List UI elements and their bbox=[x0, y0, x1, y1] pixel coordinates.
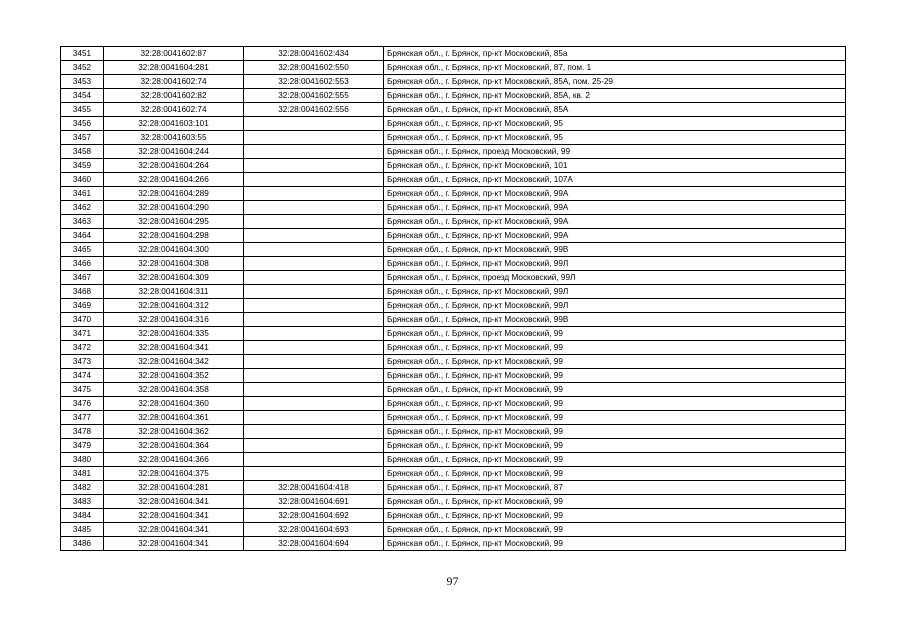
related-cadastral-number-cell bbox=[244, 229, 384, 243]
table-row bbox=[61, 61, 846, 75]
row-number-cell: 3456 bbox=[61, 117, 104, 131]
related-cadastral-number-cell bbox=[244, 257, 384, 271]
table-row bbox=[61, 313, 846, 327]
row-number-cell: 3470 bbox=[61, 313, 104, 327]
related-cadastral-number-cell bbox=[244, 341, 384, 355]
table-row bbox=[61, 369, 846, 383]
table-row bbox=[61, 201, 846, 215]
related-cadastral-number-cell bbox=[244, 313, 384, 327]
address-cell: Брянская обл., г. Брянск, пр-кт Московский, 87, пом. 1 bbox=[384, 61, 846, 75]
address-cell: Брянская обл., г. Брянск, пр-кт Московский, 99А bbox=[384, 201, 846, 215]
cadastral-number-cell: 32:28:0041604:335 bbox=[104, 327, 244, 341]
row-number-cell: 3458 bbox=[61, 145, 104, 159]
cadastral-number-cell: 32:28:0041604:375 bbox=[104, 467, 244, 481]
related-cadastral-number-cell bbox=[244, 299, 384, 313]
row-number-cell: 3477 bbox=[61, 411, 104, 425]
row-number-cell: 3473 bbox=[61, 355, 104, 369]
cadastral-number-cell: 32:28:0041602:82 bbox=[104, 89, 244, 103]
cadastral-number-cell: 32:28:0041604:295 bbox=[104, 215, 244, 229]
address-cell: Брянская обл., г. Брянск, пр-кт Московский, 99В bbox=[384, 243, 846, 257]
cadastral-number-cell: 32:28:0041602:74 bbox=[104, 103, 244, 117]
related-cadastral-number-cell bbox=[244, 439, 384, 453]
table-row bbox=[61, 411, 846, 425]
table-row bbox=[61, 75, 846, 89]
row-number-cell: 3474 bbox=[61, 369, 104, 383]
row-number-cell: 3469 bbox=[61, 299, 104, 313]
table-row bbox=[61, 467, 846, 481]
cadastral-number-cell: 32:28:0041602:74 bbox=[104, 75, 244, 89]
related-cadastral-number-cell bbox=[244, 285, 384, 299]
row-number-cell: 3454 bbox=[61, 89, 104, 103]
row-number-cell: 3479 bbox=[61, 439, 104, 453]
table-row bbox=[61, 299, 846, 313]
related-cadastral-number-cell bbox=[244, 355, 384, 369]
address-cell: Брянская обл., г. Брянск, пр-кт Московский, 99 bbox=[384, 383, 846, 397]
table-row bbox=[61, 47, 846, 61]
address-cell: Брянская обл., г. Брянск, пр-кт Московский, 99 bbox=[384, 425, 846, 439]
row-number-cell: 3475 bbox=[61, 383, 104, 397]
table-row bbox=[61, 397, 846, 411]
related-cadastral-number-cell bbox=[244, 369, 384, 383]
cadastral-number-cell: 32:28:0041603:101 bbox=[104, 117, 244, 131]
address-cell: Брянская обл., г. Брянск, пр-кт Московский, 99 bbox=[384, 397, 846, 411]
address-cell: Брянская обл., г. Брянск, пр-кт Московский, 99 bbox=[384, 467, 846, 481]
related-cadastral-number-cell bbox=[244, 397, 384, 411]
address-cell: Брянская обл., г. Брянск, пр-кт Московский, 99 bbox=[384, 411, 846, 425]
related-cadastral-number-cell bbox=[244, 159, 384, 173]
related-cadastral-number-cell bbox=[244, 215, 384, 229]
related-cadastral-number-cell: 32:28:0041602:555 bbox=[244, 89, 384, 103]
related-cadastral-number-cell: 32:28:0041602:434 bbox=[244, 47, 384, 61]
related-cadastral-number-cell bbox=[244, 117, 384, 131]
table-row bbox=[61, 229, 846, 243]
related-cadastral-number-cell bbox=[244, 467, 384, 481]
table-row bbox=[61, 383, 846, 397]
cadastral-number-cell: 32:28:0041604:361 bbox=[104, 411, 244, 425]
table-row bbox=[61, 285, 846, 299]
row-number-cell: 3480 bbox=[61, 453, 104, 467]
table-row bbox=[61, 481, 846, 495]
row-number-cell: 3452 bbox=[61, 61, 104, 75]
row-number-cell: 3471 bbox=[61, 327, 104, 341]
row-number-cell: 3482 bbox=[61, 481, 104, 495]
cadastral-number-cell: 32:28:0041604:298 bbox=[104, 229, 244, 243]
address-cell: Брянская обл., г. Брянск, пр-кт Московский, 95 bbox=[384, 131, 846, 145]
address-cell: Брянская обл., г. Брянск, пр-кт Московский, 99 bbox=[384, 523, 846, 537]
address-cell: Брянская обл., г. Брянск, пр-кт Московский, 99 bbox=[384, 495, 846, 509]
related-cadastral-number-cell: 32:28:0041604:418 bbox=[244, 481, 384, 495]
table-row bbox=[61, 89, 846, 103]
registry-table bbox=[60, 46, 846, 551]
address-cell: Брянская обл., г. Брянск, пр-кт Московский, 85а bbox=[384, 47, 846, 61]
cadastral-number-cell: 32:28:0041604:281 bbox=[104, 61, 244, 75]
related-cadastral-number-cell bbox=[244, 411, 384, 425]
table-row bbox=[61, 523, 846, 537]
cadastral-number-cell: 32:28:0041604:290 bbox=[104, 201, 244, 215]
table-row bbox=[61, 187, 846, 201]
address-cell: Брянская обл., г. Брянск, пр-кт Московский, 85А, пом. 25-29 bbox=[384, 75, 846, 89]
table-row bbox=[61, 495, 846, 509]
cadastral-number-cell: 32:28:0041604:341 bbox=[104, 523, 244, 537]
related-cadastral-number-cell: 32:28:0041604:694 bbox=[244, 537, 384, 551]
row-number-cell: 3478 bbox=[61, 425, 104, 439]
related-cadastral-number-cell: 32:28:0041604:691 bbox=[244, 495, 384, 509]
cadastral-number-cell: 32:28:0041604:342 bbox=[104, 355, 244, 369]
address-cell: Брянская обл., г. Брянск, пр-кт Московский, 99Л bbox=[384, 257, 846, 271]
table-row bbox=[61, 537, 846, 551]
address-cell: Брянская обл., г. Брянск, пр-кт Московский, 99 bbox=[384, 509, 846, 523]
related-cadastral-number-cell bbox=[244, 187, 384, 201]
address-cell: Брянская обл., г. Брянск, пр-кт Московский, 99Л bbox=[384, 299, 846, 313]
row-number-cell: 3457 bbox=[61, 131, 104, 145]
row-number-cell: 3472 bbox=[61, 341, 104, 355]
address-cell: Брянская обл., г. Брянск, пр-кт Московский, 99А bbox=[384, 187, 846, 201]
table-row bbox=[61, 453, 846, 467]
table-row bbox=[61, 439, 846, 453]
cadastral-number-cell: 32:28:0041603:55 bbox=[104, 131, 244, 145]
cadastral-number-cell: 32:28:0041604:341 bbox=[104, 495, 244, 509]
address-cell: Брянская обл., г. Брянск, проезд Московский, 99 bbox=[384, 145, 846, 159]
cadastral-number-cell: 32:28:0041604:364 bbox=[104, 439, 244, 453]
table-row bbox=[61, 131, 846, 145]
cadastral-number-cell: 32:28:0041604:289 bbox=[104, 187, 244, 201]
table-row bbox=[61, 145, 846, 159]
cadastral-number-cell: 32:28:0041604:308 bbox=[104, 257, 244, 271]
related-cadastral-number-cell: 32:28:0041602:553 bbox=[244, 75, 384, 89]
table-row bbox=[61, 103, 846, 117]
cadastral-number-cell: 32:28:0041604:366 bbox=[104, 453, 244, 467]
address-cell: Брянская обл., г. Брянск, пр-кт Московский, 99 bbox=[384, 453, 846, 467]
related-cadastral-number-cell: 32:28:0041604:692 bbox=[244, 509, 384, 523]
address-cell: Брянская обл., г. Брянск, пр-кт Московский, 99В bbox=[384, 313, 846, 327]
address-cell: Брянская обл., г. Брянск, пр-кт Московский, 99 bbox=[384, 439, 846, 453]
table-row bbox=[61, 215, 846, 229]
address-cell: Брянская обл., г. Брянск, пр-кт Московский, 99 bbox=[384, 327, 846, 341]
row-number-cell: 3466 bbox=[61, 257, 104, 271]
row-number-cell: 3461 bbox=[61, 187, 104, 201]
row-number-cell: 3465 bbox=[61, 243, 104, 257]
cadastral-number-cell: 32:28:0041604:244 bbox=[104, 145, 244, 159]
table-row bbox=[61, 117, 846, 131]
cadastral-number-cell: 32:28:0041604:281 bbox=[104, 481, 244, 495]
related-cadastral-number-cell bbox=[244, 271, 384, 285]
row-number-cell: 3468 bbox=[61, 285, 104, 299]
cadastral-number-cell: 32:28:0041604:341 bbox=[104, 509, 244, 523]
related-cadastral-number-cell bbox=[244, 145, 384, 159]
cadastral-number-cell: 32:28:0041604:360 bbox=[104, 397, 244, 411]
table-row bbox=[61, 173, 846, 187]
address-cell: Брянская обл., г. Брянск, пр-кт Московский, 99 bbox=[384, 537, 846, 551]
row-number-cell: 3464 bbox=[61, 229, 104, 243]
address-cell: Брянская обл., г. Брянск, пр-кт Московский, 85А bbox=[384, 103, 846, 117]
cadastral-number-cell: 32:28:0041604:358 bbox=[104, 383, 244, 397]
related-cadastral-number-cell bbox=[244, 327, 384, 341]
related-cadastral-number-cell bbox=[244, 201, 384, 215]
cadastral-number-cell: 32:28:0041604:341 bbox=[104, 537, 244, 551]
table-row bbox=[61, 355, 846, 369]
cadastral-number-cell: 32:28:0041604:311 bbox=[104, 285, 244, 299]
cadastral-number-cell: 32:28:0041604:264 bbox=[104, 159, 244, 173]
row-number-cell: 3485 bbox=[61, 523, 104, 537]
table-row bbox=[61, 509, 846, 523]
cadastral-number-cell: 32:28:0041604:341 bbox=[104, 341, 244, 355]
cadastral-number-cell: 32:28:0041604:309 bbox=[104, 271, 244, 285]
related-cadastral-number-cell bbox=[244, 425, 384, 439]
cadastral-number-cell: 32:28:0041604:316 bbox=[104, 313, 244, 327]
address-cell: Брянская обл., г. Брянск, пр-кт Московский, 99А bbox=[384, 215, 846, 229]
cadastral-number-cell: 32:28:0041604:312 bbox=[104, 299, 244, 313]
row-number-cell: 3467 bbox=[61, 271, 104, 285]
address-cell: Брянская обл., г. Брянск, проезд Московский, 99Л bbox=[384, 271, 846, 285]
cadastral-number-cell: 32:28:0041604:266 bbox=[104, 173, 244, 187]
related-cadastral-number-cell bbox=[244, 383, 384, 397]
address-cell: Брянская обл., г. Брянск, пр-кт Московский, 107А bbox=[384, 173, 846, 187]
related-cadastral-number-cell bbox=[244, 243, 384, 257]
table-row bbox=[61, 271, 846, 285]
address-cell: Брянская обл., г. Брянск, пр-кт Московский, 85А, кв. 2 bbox=[384, 89, 846, 103]
registry-table-body bbox=[61, 47, 846, 551]
address-cell: Брянская обл., г. Брянск, пр-кт Московский, 99А bbox=[384, 229, 846, 243]
row-number-cell: 3455 bbox=[61, 103, 104, 117]
row-number-cell: 3453 bbox=[61, 75, 104, 89]
row-number-cell: 3484 bbox=[61, 509, 104, 523]
address-cell: Брянская обл., г. Брянск, пр-кт Московский, 99Л bbox=[384, 285, 846, 299]
related-cadastral-number-cell: 32:28:0041602:556 bbox=[244, 103, 384, 117]
related-cadastral-number-cell bbox=[244, 131, 384, 145]
cadastral-number-cell: 32:28:0041604:352 bbox=[104, 369, 244, 383]
cadastral-number-cell: 32:28:0041604:362 bbox=[104, 425, 244, 439]
row-number-cell: 3463 bbox=[61, 215, 104, 229]
related-cadastral-number-cell: 32:28:0041604:693 bbox=[244, 523, 384, 537]
row-number-cell: 3486 bbox=[61, 537, 104, 551]
table-row bbox=[61, 159, 846, 173]
row-number-cell: 3483 bbox=[61, 495, 104, 509]
table-row bbox=[61, 327, 846, 341]
table-row bbox=[61, 243, 846, 257]
row-number-cell: 3460 bbox=[61, 173, 104, 187]
row-number-cell: 3481 bbox=[61, 467, 104, 481]
table-row bbox=[61, 425, 846, 439]
related-cadastral-number-cell bbox=[244, 173, 384, 187]
row-number-cell: 3459 bbox=[61, 159, 104, 173]
page-number: 97 bbox=[446, 574, 459, 588]
row-number-cell: 3462 bbox=[61, 201, 104, 215]
table-row bbox=[61, 257, 846, 271]
cadastral-number-cell: 32:28:0041602:87 bbox=[104, 47, 244, 61]
address-cell: Брянская обл., г. Брянск, пр-кт Московский, 87 bbox=[384, 481, 846, 495]
related-cadastral-number-cell bbox=[244, 453, 384, 467]
row-number-cell: 3476 bbox=[61, 397, 104, 411]
related-cadastral-number-cell: 32:28:0041602:550 bbox=[244, 61, 384, 75]
address-cell: Брянская обл., г. Брянск, пр-кт Московский, 99 bbox=[384, 355, 846, 369]
address-cell: Брянская обл., г. Брянск, пр-кт Московский, 101 bbox=[384, 159, 846, 173]
address-cell: Брянская обл., г. Брянск, пр-кт Московский, 99 bbox=[384, 369, 846, 383]
row-number-cell: 3451 bbox=[61, 47, 104, 61]
address-cell: Брянская обл., г. Брянск, пр-кт Московский, 99 bbox=[384, 341, 846, 355]
cadastral-number-cell: 32:28:0041604:300 bbox=[104, 243, 244, 257]
address-cell: Брянская обл., г. Брянск, пр-кт Московский, 95 bbox=[384, 117, 846, 131]
table-row bbox=[61, 341, 846, 355]
